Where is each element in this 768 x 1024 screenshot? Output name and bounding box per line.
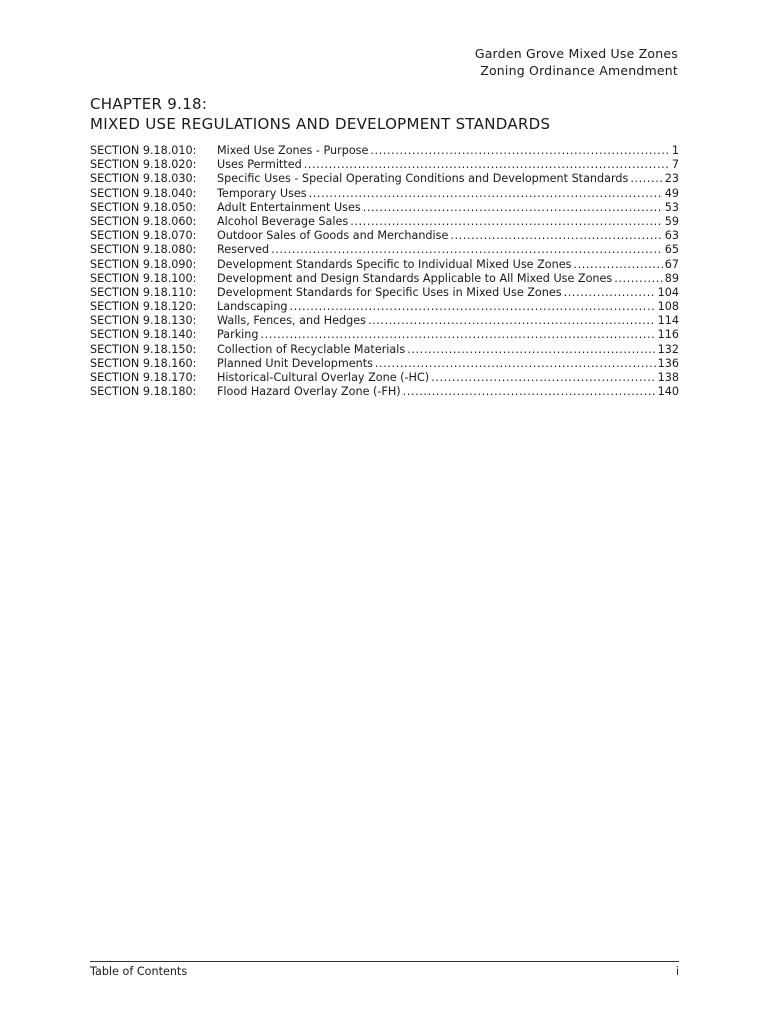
toc-section-title: Development and Design Standards Applicable to All Mixed Use Zones [217,271,613,285]
toc-entry[interactable] [90,272,679,286]
toc-section-title: Flood Hazard Overlay Zone (-FH) [217,385,401,399]
toc-page-number: 140 [657,385,679,399]
toc-entry[interactable] [90,314,679,328]
toc-entry[interactable] [90,158,679,172]
toc-section-title: Temporary Uses [217,186,307,200]
page-number: i [675,965,679,978]
toc-page-number: 114 [657,314,679,328]
toc-dot-leader [363,201,663,215]
toc-section-title: Planned Unit Developments [217,356,373,370]
toc-section-number: SECTION 9.18.040: [90,186,197,200]
toc-section-number: SECTION 9.18.140: [90,328,197,342]
toc-entry[interactable] [90,258,679,272]
toc-section-title: Adult Entertainment Uses [217,200,361,214]
toc-entry[interactable] [90,172,679,186]
toc-page-number: 23 [664,172,679,186]
header-title: Garden Grove Mixed Use Zones [474,46,678,61]
page-footer [90,961,679,978]
chapter-heading [90,94,550,134]
toc-dot-leader [290,300,656,314]
toc-page-number: 53 [664,200,679,214]
toc-section-number: SECTION 9.18.150: [90,342,197,356]
toc-page-number: 89 [664,271,679,285]
toc-section-number: SECTION 9.18.030: [90,172,197,186]
toc-section-number: SECTION 9.18.050: [90,200,197,214]
toc-section-title: Specific Uses - Special Operating Conditions and Development Standards [217,172,629,186]
toc-section-number: SECTION 9.18.180: [90,385,197,399]
toc-section-number: SECTION 9.18.110: [90,285,197,299]
toc-page-number: 132 [657,342,679,356]
toc-entry[interactable] [90,357,679,371]
toc-dot-leader [614,272,663,286]
toc-section-number: SECTION 9.18.130: [90,314,197,328]
toc-dot-leader [260,328,655,342]
toc-page-number: 138 [657,371,679,384]
toc-dot-leader [375,357,656,371]
toc-section-number: SECTION 9.18.160: [90,356,197,370]
toc-section-title: Uses Permitted [217,158,302,172]
header-subtitle: Zoning Ordinance Amendment [480,63,678,78]
toc-section-number: SECTION 9.18.120: [90,300,197,314]
toc-section-number: SECTION 9.18.090: [90,257,197,271]
toc-dot-leader [271,243,663,257]
toc-section-title: Landscaping [217,300,288,314]
toc-section-number: SECTION 9.18.100: [90,271,197,285]
toc-dot-leader [450,229,662,243]
toc-entry[interactable] [90,343,679,357]
toc-page-number: 63 [664,229,679,243]
toc-entry[interactable] [90,385,679,399]
toc-section-number: SECTION 9.18.010: [90,144,197,157]
toc-dot-leader [630,172,662,186]
toc-page-number: 59 [664,214,679,228]
toc-page-number: 136 [657,356,679,370]
toc-dot-leader [407,343,655,357]
toc-entry[interactable] [90,229,679,243]
toc-section-title: Historical-Cultural Overlay Zone (-HC) [217,371,430,384]
toc-section-number: SECTION 9.18.020: [90,158,197,172]
toc-dot-leader [304,158,670,172]
toc-dot-leader [309,187,663,201]
toc-dot-leader [350,215,663,229]
toc-page-number: 108 [657,300,679,314]
toc-section-title: Development Standards Specific to Individual Mixed Use Zones [217,257,572,271]
table-of-contents [90,144,679,399]
toc-dot-leader [403,385,656,399]
toc-entry[interactable] [90,215,679,229]
toc-section-title: Mixed Use Zones - Purpose [217,144,369,157]
toc-section-title: Alcohol Beverage Sales [217,214,349,228]
document-header [475,45,678,79]
toc-section-number: SECTION 9.18.080: [90,243,197,257]
toc-entry[interactable] [90,371,679,385]
chapter-title: MIXED USE REGULATIONS AND DEVELOPMENT STANDARDS [90,115,551,133]
toc-page-number: 7 [671,158,679,172]
toc-page-number: 1 [671,144,679,157]
toc-entry[interactable] [90,187,679,201]
toc-dot-leader [370,144,669,158]
toc-section-title: Outdoor Sales of Goods and Merchandise [217,229,449,243]
toc-page-number: 49 [664,186,679,200]
toc-section-title: Development Standards for Specific Uses in Mixed Use Zones [217,285,562,299]
toc-dot-leader [573,258,662,272]
toc-entry[interactable] [90,286,679,300]
toc-entry[interactable] [90,243,679,257]
toc-page-number: 67 [664,257,679,271]
toc-section-title: Parking [217,328,259,342]
toc-entry[interactable] [90,300,679,314]
toc-section-number: SECTION 9.18.060: [90,214,197,228]
footer-label: Table of Contents [90,965,188,978]
toc-section-title: Walls, Fences, and Hedges [217,314,366,328]
toc-dot-leader [564,286,656,300]
toc-section-title: Collection of Recyclable Materials [217,342,406,356]
toc-section-title: Reserved [217,243,270,257]
toc-section-number: SECTION 9.18.070: [90,229,197,243]
toc-section-number: SECTION 9.18.170: [90,371,197,384]
toc-entry[interactable] [90,328,679,342]
toc-page-number: 116 [657,328,679,342]
toc-page-number: 104 [657,285,679,299]
toc-entry[interactable] [90,201,679,215]
toc-entry[interactable] [90,144,679,158]
chapter-number: CHAPTER 9.18: [90,95,208,113]
toc-page-number: 65 [664,243,679,257]
toc-dot-leader [431,371,656,385]
toc-dot-leader [368,314,656,328]
